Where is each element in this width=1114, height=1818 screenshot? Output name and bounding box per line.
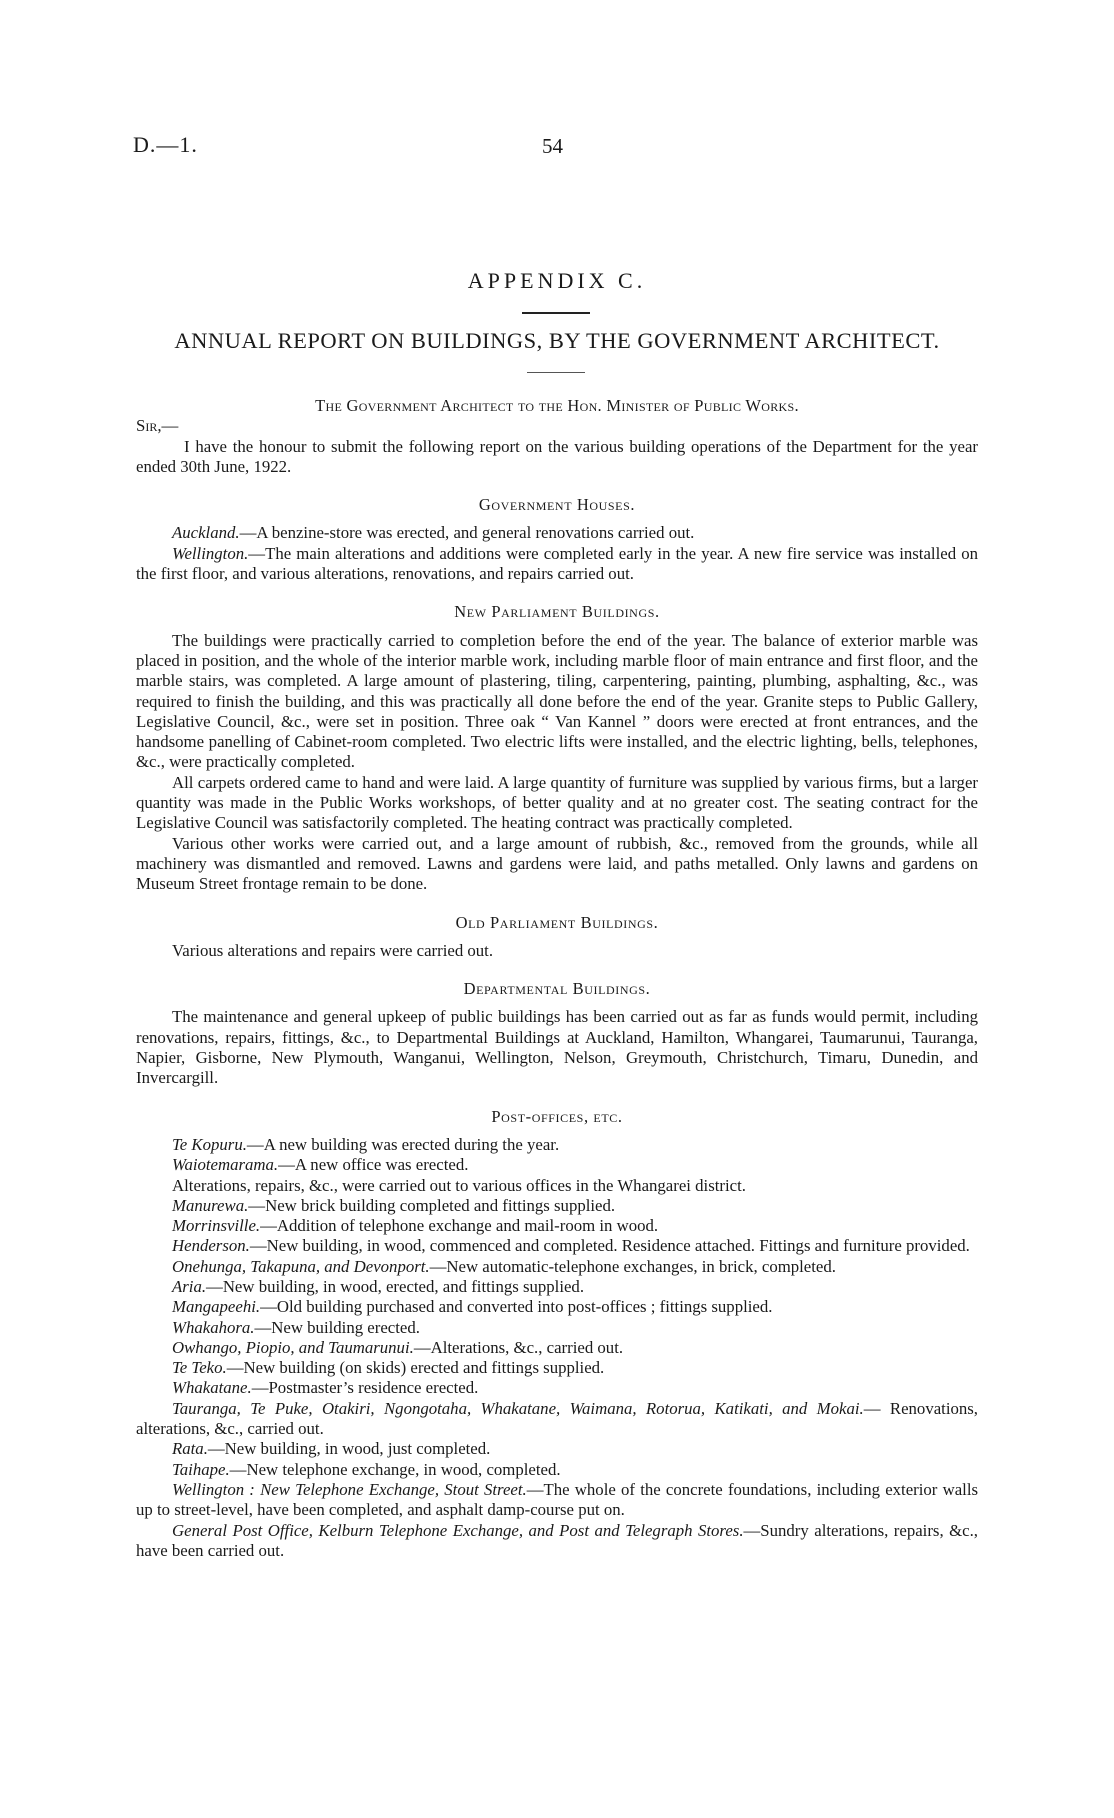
report-body bbox=[136, 396, 978, 1561]
entry-lead: Tauranga, Te Puke, Otakiri, Ngongotaha, Whakatane, Waimana, Rotorua, Katikati, and Mokai. bbox=[172, 1398, 864, 1418]
list-item bbox=[136, 1460, 978, 1480]
list-item bbox=[136, 1521, 978, 1562]
list-item bbox=[136, 544, 978, 585]
list-item bbox=[136, 1318, 978, 1338]
title-rule bbox=[522, 312, 590, 314]
entry-text: — Renovations, alterations, &c., carried out. bbox=[136, 1398, 978, 1439]
entry-lead: General Post Office, Kelburn Telephone Exchange, and Post and Telegraph Stores. bbox=[172, 1520, 744, 1540]
entry-lead: Owhango, Piopio, and Taumarunui. bbox=[172, 1337, 414, 1357]
paragraph: Various other works were carried out, and a large amount of rubbish, &c., removed from the grounds, while all machinery was dismantled and removed. Lawns and gardens were laid, and paths metalled. Only lawns and gardens on Museum Street frontage remain to be done. bbox=[136, 833, 978, 894]
entry-text: —Addition of telephone exchange and mail-room in wood. bbox=[260, 1216, 659, 1236]
section-heading-government-houses: Government Houses. bbox=[478, 495, 636, 515]
section-heading-new-parliament: New Parliament Buildings. bbox=[454, 602, 660, 622]
entry-text: —New building erected. bbox=[254, 1317, 420, 1337]
entry-text: —Sundry alterations, repairs, &c., have been carried out. bbox=[136, 1520, 979, 1560]
entry-text: —New building (on skids) erected and fittings supplied. bbox=[226, 1358, 605, 1378]
intro-paragraph: I have the honour to submit the following report on the various building operations of the Department for the year ended 30th June, 1922. bbox=[136, 436, 978, 476]
paragraph: The maintenance and general upkeep of public buildings has been carried out as far as funds would permit, including renovations, repairs, fittings, &c., to Departmental Buildings at Auckland, Hamilton, Whangarei, Taumarunui, Tauranga, Napier, Gisborne, New Plymouth, Wanganui, Wellington, Nelson, Greymouth, Christchurch, Timaru, Dunedin, and Invercargill. bbox=[136, 1007, 978, 1088]
address-line: The Government Architect to the Hon. Minister of Public Works. bbox=[315, 396, 799, 415]
entry-text: —Alterations, &c., carried out. bbox=[413, 1337, 624, 1357]
section-heading-old-parliament: Old Parliament Buildings. bbox=[455, 912, 659, 932]
entry-text: —New brick building completed and fittings supplied. bbox=[248, 1195, 616, 1215]
entry-lead: Morrinsville. bbox=[172, 1216, 261, 1236]
entry-text: —The whole of the concrete foundations, including exterior walls up to street-level, have been completed, and asphalt damp-course put on. bbox=[136, 1479, 979, 1520]
entry-text: —New building, in wood, erected, and fittings supplied. bbox=[206, 1276, 585, 1296]
entry-lead: Manurewa. bbox=[172, 1195, 249, 1215]
list-item bbox=[136, 1277, 978, 1297]
document-reference: D.—1. bbox=[133, 132, 198, 157]
entry-lead: Auckland. bbox=[172, 523, 240, 543]
entry-text: Alterations, repairs, &c., were carried out to various offices in the Whangarei district. bbox=[172, 1175, 746, 1195]
entry-text: —A benzine-store was erected, and general renovations carried out. bbox=[239, 523, 695, 543]
report-title: ANNUAL REPORT ON BUILDINGS, BY THE GOVERNMENT ARCHITECT. bbox=[174, 328, 940, 353]
entry-text: —New building, in wood, commenced and completed. Residence attached. Fittings and furniture provided. bbox=[249, 1236, 970, 1256]
post-offices-list bbox=[136, 1135, 978, 1561]
entry-text: —New automatic-telephone exchanges, in brick, completed. bbox=[429, 1256, 836, 1276]
page-number: 54 bbox=[542, 134, 563, 158]
list-item bbox=[136, 1257, 978, 1277]
entry-text: —Postmaster’s residence erected. bbox=[251, 1378, 479, 1398]
paragraph: Various alterations and repairs were carried out. bbox=[172, 940, 494, 960]
paragraph: The buildings were practically carried to completion before the end of the year. The balance of exterior marble was placed in position, and the whole of the interior marble work, including marble floor of main entrance and first floor, and the marble stairs, was completed. A large amount of plastering, tiling, carpentering, painting, plumbing, asphalting, &c., was required to finish the building, and this was practically all done before the end of the year. Granite steps to Public Gallery, Legislative Council, &c., were set in position. Three oak “ Van Kannel ” doors were erected at front entrances, and the handsome panelling of Cabinet-room completed. Two electric lifts were installed, and the electric lighting, bells, telephones, &c., were practically completed. bbox=[136, 630, 978, 772]
entry-text: —Old building purchased and converted into post-offices ; fittings supplied. bbox=[260, 1297, 773, 1317]
list-item bbox=[136, 1176, 978, 1196]
list-item bbox=[136, 1358, 978, 1378]
list-item bbox=[136, 1297, 978, 1317]
list-item bbox=[136, 523, 978, 543]
entry-lead: Whakahora. bbox=[172, 1317, 255, 1337]
entry-lead: Henderson. bbox=[172, 1236, 250, 1256]
entry-text: —New building, in wood, just completed. bbox=[207, 1439, 491, 1459]
entry-lead: Aria. bbox=[172, 1276, 207, 1296]
entry-lead: Te Teko. bbox=[172, 1358, 227, 1378]
entry-lead: Onehunga, Takapuna, and Devonport. bbox=[172, 1256, 430, 1276]
entry-text: —The main alterations and additions were completed early in the year. A new fire service was installed on the first floor, and various alterations, renovations, and repairs carried out. bbox=[136, 543, 978, 584]
section-heading-post-offices: Post-offices, etc. bbox=[491, 1106, 623, 1126]
list-item bbox=[136, 1236, 978, 1256]
entry-lead: Waiotemarama. bbox=[172, 1155, 279, 1175]
list-item bbox=[136, 1216, 978, 1236]
list-item bbox=[136, 1196, 978, 1216]
entry-lead: Te Kopuru. bbox=[172, 1134, 247, 1154]
list-item bbox=[136, 1338, 978, 1358]
title-underline bbox=[527, 372, 585, 373]
list-item bbox=[136, 1399, 978, 1440]
list-item bbox=[136, 1439, 978, 1459]
entry-lead: Wellington. bbox=[172, 543, 249, 563]
entry-lead: Mangapeehi. bbox=[172, 1297, 261, 1317]
entry-lead: Taihape. bbox=[172, 1459, 230, 1479]
entry-lead: Rata. bbox=[172, 1439, 208, 1459]
entry-lead: Wellington : New Telephone Exchange, Stout Street. bbox=[172, 1479, 527, 1499]
list-item bbox=[136, 1378, 978, 1398]
entry-lead: Whakatane. bbox=[172, 1378, 252, 1398]
section-heading-departmental: Departmental Buildings. bbox=[463, 979, 651, 999]
appendix-heading: APPENDIX C. bbox=[467, 268, 647, 293]
entry-text: —A new building was erected during the year. bbox=[246, 1134, 560, 1154]
entry-text: —A new office was erected. bbox=[278, 1155, 469, 1175]
list-item bbox=[136, 1135, 978, 1155]
list-item bbox=[136, 1155, 978, 1175]
entry-text: —New telephone exchange, in wood, completed. bbox=[229, 1459, 561, 1479]
salutation: Sir,— bbox=[136, 416, 179, 436]
paragraph: All carpets ordered came to hand and were laid. A large quantity of furniture was supplied by various firms, but a larger quantity was made in the Public Works workshops, of better quality and at no greater cost. The seating contract for the Legislative Council was satisfactorily completed. The heating contract was practically completed. bbox=[136, 772, 978, 833]
list-item bbox=[136, 1480, 978, 1521]
